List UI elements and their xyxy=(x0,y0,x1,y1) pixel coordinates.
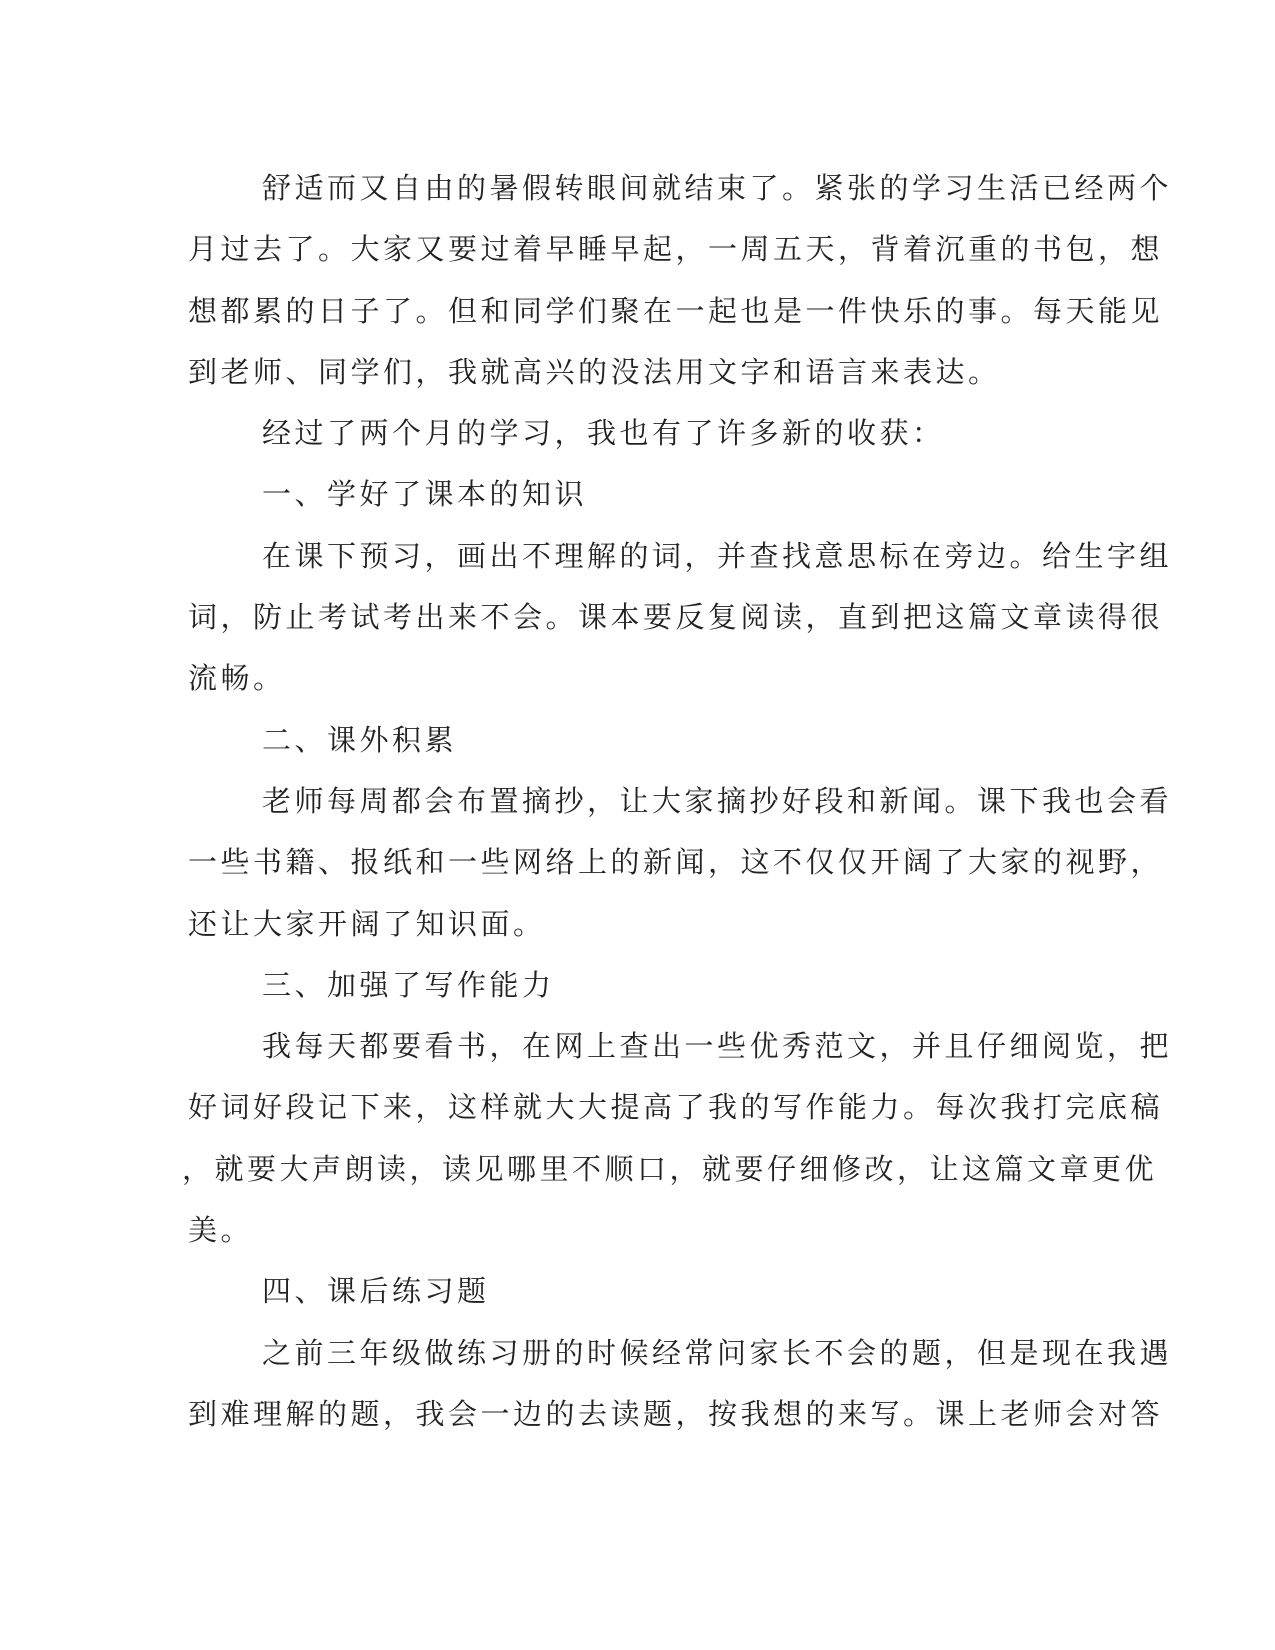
paragraph-line: 美。 xyxy=(188,1213,254,1248)
paragraph-line: 一些书籍、报纸和一些网络上的新闻，这不仅仅开阔了大家的视野， xyxy=(188,845,1164,880)
paragraph-line: 月过去了。大家又要过着早睡早起，一周五天，背着沉重的书包，想 xyxy=(188,232,1164,267)
paragraph-line: 流畅。 xyxy=(188,661,286,696)
paragraph-line: 好词好段记下来，这样就大大提高了我的写作能力。每次我打完底稿 xyxy=(188,1090,1164,1125)
paragraph-line: 到难理解的题，我会一边的去读题，按我想的来写。课上老师会对答 xyxy=(188,1396,1164,1431)
paragraph-line: 到老师、同学们，我就高兴的没法用文字和语言来表达。 xyxy=(188,354,1001,389)
paragraph-line: 之前三年级做练习册的时候经常问家长不会的题，但是现在我遇 xyxy=(262,1335,1173,1370)
paragraph-line: ，就要大声朗读，读见哪里不顺口，就要仔细修改，让这篇文章更优 xyxy=(182,1151,1158,1186)
paragraph-line: 在课下预习，画出不理解的词，并查找意思标在旁边。给生字组 xyxy=(262,538,1173,573)
document-page xyxy=(182,158,1173,1445)
paragraph-line: 想都累的日子了。但和同学们聚在一起也是一件快乐的事。每天能见 xyxy=(188,293,1164,328)
paragraph-line: 词，防止考试考出来不会。课本要反复阅读，直到把这篇文章读得很 xyxy=(188,600,1164,635)
section-heading: 二、课外积累 xyxy=(262,722,458,757)
section-heading: 四、课后练习题 xyxy=(262,1274,490,1309)
paragraph-line: 还让大家开阔了知识面。 xyxy=(188,906,546,941)
section-heading: 三、加强了写作能力 xyxy=(262,967,555,1002)
paragraph-line: 老师每周都会布置摘抄，让大家摘抄好段和新闻。课下我也会看 xyxy=(262,783,1173,818)
paragraph-line: 我每天都要看书，在网上查出一些优秀范文，并且仔细阅览，把 xyxy=(262,1029,1173,1064)
section-heading: 一、学好了课本的知识 xyxy=(262,477,588,512)
paragraph-line: 经过了两个月的学习，我也有了许多新的收获： xyxy=(262,416,945,451)
paragraph-line: 舒适而又自由的暑假转眼间就结束了。紧张的学习生活已经两个 xyxy=(262,171,1173,205)
